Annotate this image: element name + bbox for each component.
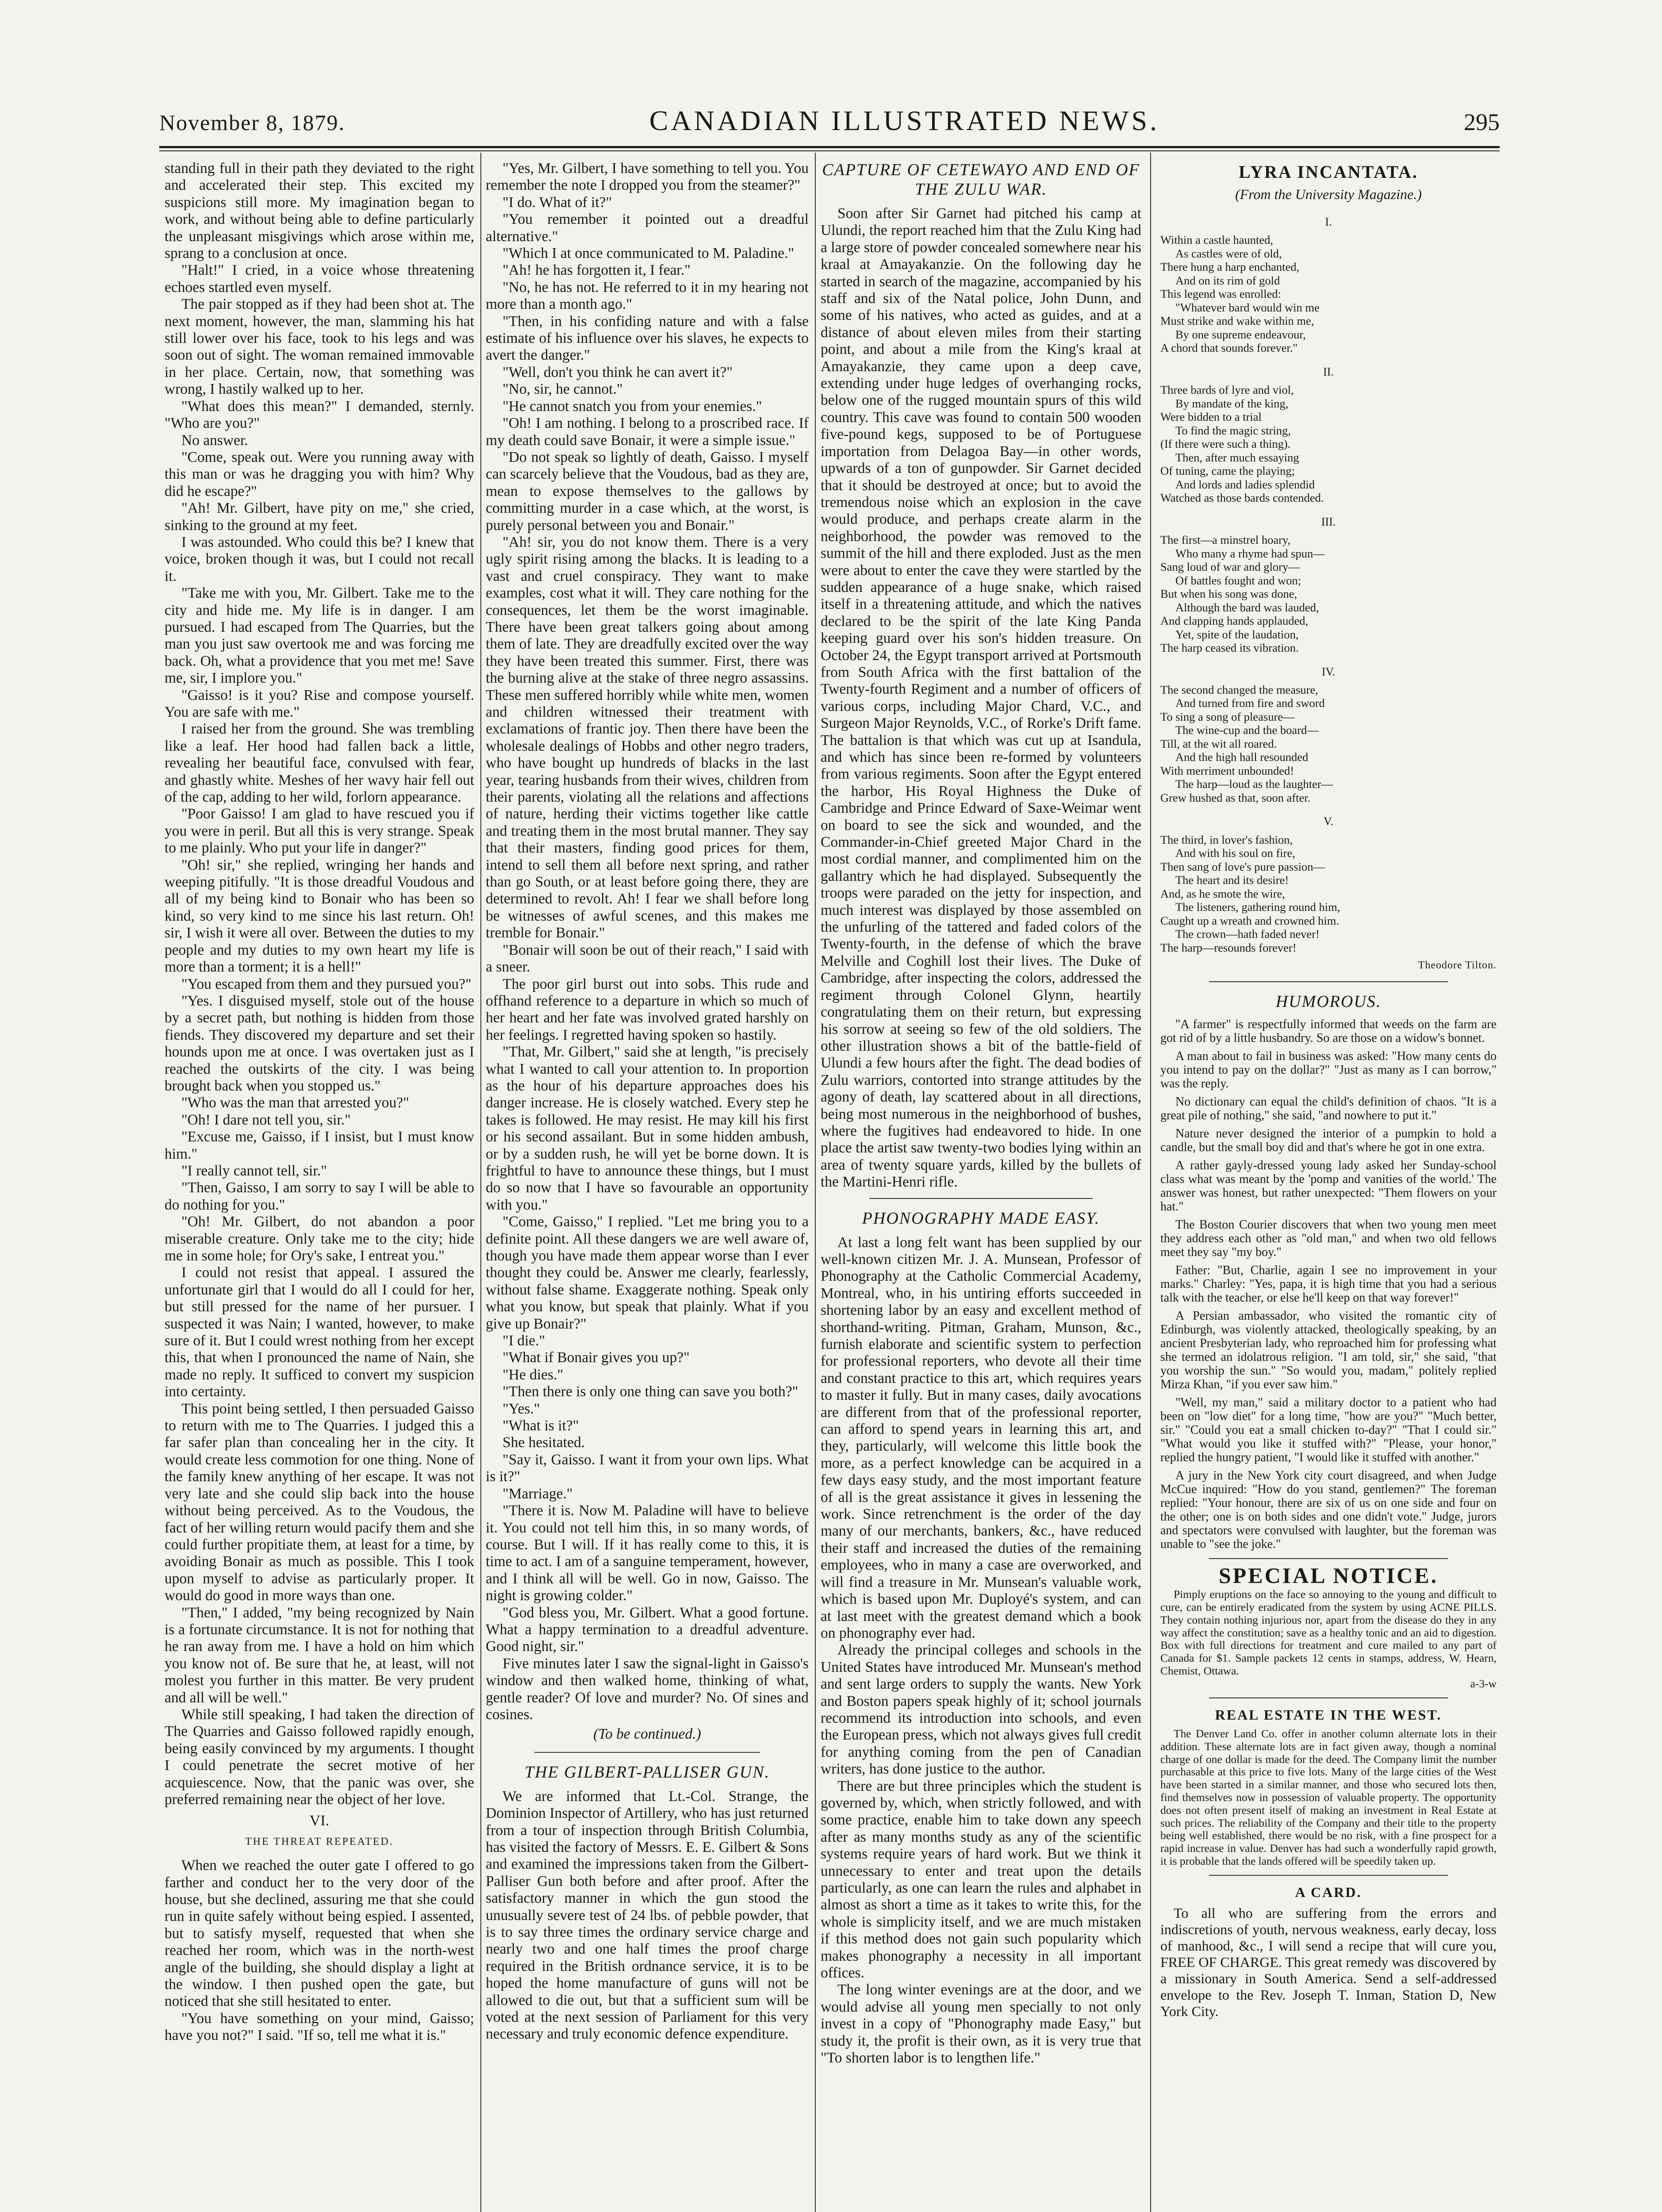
paragraph: "Say it, Gaisso. I want it from your own lips. What is it?" [486, 1451, 809, 1485]
humorous-item: A rather gayly-dressed young lady asked her Sunday-school class what was meant by the 'pomp and vanities of the world.' The answer was honest, but rather unexpected: "Them flowers on your hat." [1160, 1158, 1497, 1214]
paragraph: "No, he has not. He referred to it in my hearing not more than a month ago." [486, 279, 809, 313]
poem-line: (If there were such a thing). [1160, 437, 1291, 451]
paragraph: "Yes, Mr. Gilbert, I have something to tell you. You remember the note I dropped you from the steamer?" [486, 160, 809, 194]
masthead [159, 104, 1500, 144]
paragraph: standing full in their path they deviated to the right and accelerated their step. This excited my suspicions still more. My imagination began to work, and without being able to define particularly the unpleasant misgivings which arose within me, sprang to a conclusion at once. [165, 160, 474, 262]
to-be-continued: (To be continued.) [593, 1726, 701, 1743]
poem-line: The harp—loud as the laughter— [1175, 777, 1333, 791]
phonography-article-title: PHONOGRAPHY MADE EASY. [862, 1209, 1100, 1228]
paragraph: "Ah! sir, you do not know them. There is a very ugly spirit rising among the blacks. It is leading to a vast and cruel conspiracy. They want to make examples, cost what it will. They care nothing for the consequences, let them be the worst imaginable. There have been great talkers going about among them of late. They are dreadfully excited over the way they have been treated this summer. First, there was the burning alive at the stake of three negro assassins. These men suffered horribly while white men, women and children witnessed their treatment with exclamations of frantic joy. Then there have been the wholesale dealings of Hobbs and other negro traders, who have bought up hundreds of blacks in the last year, tearing husbands from their wives, children from their parents, violating all the relations and affections of nature, herding their victims together like cattle and treating them in the most brutal manner. They say that their masters, finding good prices for them, intend to sell them all before next spring, and rather than go South, or at least before going there, they are determined to revolt. Ah! I fear we shall before long be witnesses of awful scenes, and this makes me tremble for Bonair." [486, 534, 809, 941]
gun-article-body [486, 1788, 809, 2043]
stanza-number: I. [1325, 215, 1332, 228]
paragraph: No answer. [181, 432, 248, 449]
section-separator [1209, 981, 1448, 982]
poem-line: The first—a minstrel hoary, [1160, 533, 1291, 547]
poem-line: Who many a rhyme had spun— [1175, 546, 1325, 560]
paragraph: "Then, in his confiding nature and with a false estimate of his influence over his slaves, he expects to avert the danger." [486, 313, 809, 364]
poem-line: Of battles fought and won; [1175, 573, 1301, 587]
card-text: To all who are suffering from the errors and indiscretions of youth, nervous weakness, early decay, loss of manhood, &c., I will send a recipe that will cure you, FREE OF CHARGE. This great remedy was discovered by a missionary in South America. Send a self-addressed envelope to the Rev. Joseph T. Inman, Station D, New York City. [1160, 1905, 1497, 2020]
stanza-number: V. [1324, 815, 1333, 828]
chapter-number: VI. [309, 1813, 330, 1829]
poem-line: To find the magic string, [1175, 423, 1291, 437]
poem-line: As castles were of old, [1175, 246, 1282, 260]
paragraph: "Then there is only one thing can save you both?" [503, 1383, 798, 1400]
poem-line: This legend was enrolled: [1160, 287, 1282, 301]
paragraph: "Ah! Mr. Gilbert, have pity on me," she cried, sinking to the ground at my feet. [165, 500, 474, 534]
stanza-number: II. [1323, 365, 1334, 378]
poem-line: Of tuning, came the playing; [1160, 464, 1295, 478]
column-3 [821, 160, 1141, 2212]
poem-line: Grew hushed as that, soon after. [1160, 791, 1311, 804]
story-body-2 [165, 1857, 474, 2044]
paragraph: "Then, Gaisso, I am sorry to say I will be able to do nothing for you." [165, 1179, 474, 1213]
paragraph: I could not resist that appeal. I assured the unfortunate girl that I would do all I could for her, but still pressed for the name of her pursuer. I suspected it was Nain; I wanted, however, to make sure of it. But I could wrest nothing from her except this, that when I pronounced the name of Nain, she made no reply. It sufficed to convert my suspicion into certainty. [165, 1264, 474, 1400]
stanza [1160, 833, 1497, 955]
poem-line: The harp ceased its vibration. [1160, 641, 1299, 655]
column-4 [1160, 160, 1497, 2212]
poem-line: But when his song was done, [1160, 587, 1297, 601]
notice-code: a-3-w [1470, 1677, 1497, 1690]
poem-line: The heart and its desire! [1175, 873, 1289, 887]
paragraph: "Oh! I am nothing. I belong to a proscribed race. If my death could save Bonair, it were a simple issue." [486, 415, 809, 449]
poem-line: To sing a song of pleasure— [1160, 710, 1295, 723]
paragraph: This point being settled, I then persuaded Gaisso to return with me to The Quarries. I judged this a far safer plan than concealing her in the city. It would create less commotion for one thing. None of the family knew anything of her escape. It was not very late and she could slip back into the house without being perceived. As to the Voudous, the fact of her willing return would pacify them and she could further propitiate them, at least for a time, by avoiding Bonair as much as possible. This I took upon myself to advise as particularly proper. It would do good in more ways than one. [165, 1400, 474, 1604]
poem-line: And turned from fire and sword [1175, 696, 1325, 710]
paragraph: There are but three principles which the student is governed by, which, when strictly followed, and with some practice, enable him to take down any speech after as many months study as any of the scientific systems require years of hard work. But we think it unnecessary to enter and treat upon the details particularly, as one can learn the rules and alphabet in almost as short a time as it takes to write this, for the whole is simplicity itself, and we are much mistaken if this method does not gain such popularity which makes phonography a necessity in all important offices. [821, 1778, 1141, 1982]
phonography-article-body [821, 1234, 1141, 2067]
card-body [1160, 1905, 1497, 2020]
paragraph: "Come, Gaisso," I replied. "Let me bring you to a definite point. All these dangers we are well aware of, though you have made them appear worse than I ever thought they could be. Answer me clearly, fearlessly, without false shame. Exaggerate nothing. Speak only what you know, but speak that plainly. What if you give up Bonair?" [486, 1214, 809, 1332]
humorous-item: No dictionary can equal the child's definition of chaos. "It is a great pile of nothing," she said, "and nowhere to put it." [1160, 1094, 1497, 1122]
paragraph: She hesitated. [503, 1434, 585, 1451]
poem-title: LYRA INCANTATA. [1239, 162, 1418, 182]
column-divider [480, 153, 481, 2212]
paragraph: "I really cannot tell, sir." [181, 1162, 327, 1179]
paragraph: "Marriage." [503, 1485, 573, 1502]
poem-line: By one supreme endeavour, [1175, 327, 1306, 341]
paragraph: "There it is. Now M. Paladine will have to believe it. You could not tell him this, in so many words, of course. But I will. If it has really come to this, it is time to act. I am of a sanguine temperament, however, and I think all will be well. Go in now, Gaisso. The night is growing colder." [486, 1502, 809, 1604]
poem-line: Sang loud of war and glory— [1160, 560, 1300, 574]
poem-line: The harp—resounds forever! [1160, 941, 1297, 954]
humorous-item: A man about to fail in business was asked: "How many cents do you intend to pay on the dollar?" "Just as many as I can borrow," was the reply. [1160, 1049, 1497, 1091]
paragraph: "You escaped from them and they pursued you?" [181, 975, 472, 992]
poem-line: And with his soul on fire, [1175, 846, 1295, 860]
paragraph: "Gaisso! is it you? Rise and compose yourself. You are safe with me." [165, 687, 474, 720]
paragraph: "Ah! he has forgotten it, I fear." [503, 262, 691, 279]
paragraph: "Bonair will soon be out of their reach," I said with a sneer. [486, 941, 809, 975]
poem-line: Within a castle haunted, [1160, 233, 1274, 247]
humorous-item: The Boston Courier discovers that when two young men meet they address each other as "old man," and when two old fellows meet they say "my boy." [1160, 1217, 1497, 1259]
special-notice-body [1160, 1588, 1497, 1690]
issue-date: November 8, 1879. [159, 110, 345, 135]
zulu-article-title: CAPTURE OF CETEWAYO AND END OF THE ZULU WAR. [822, 161, 1140, 199]
paragraph: "No, sir, he cannot." [503, 381, 623, 398]
stanza [1160, 683, 1497, 805]
poem-line: Although the bard was lauded, [1175, 600, 1319, 614]
masthead-rule-thin [159, 150, 1500, 151]
paragraph: "Halt!" I cried, in a voice whose threatening echoes startled even myself. [165, 262, 474, 296]
column-1 [165, 160, 474, 2212]
poem-line: Yet, spite of the laudation, [1175, 627, 1299, 641]
paragraph: "Yes. I disguised myself, stole out of the house by a secret path, but nothing is hidden from those fiends. They discovered my departure and set their hounds upon me at once. I was overtaken just as I reached the outskirts of the city. I was being brought back when you stopped us." [165, 992, 474, 1094]
real-estate-title: REAL ESTATE IN THE WEST. [1215, 1706, 1442, 1723]
real-estate-text: The Denver Land Co. offer in another column alternate lots in their addition. These alternate lots are in fact given away, though a nominal charge of one dollar is made for the deed. The Company limit the number purchasable at this price to five lots. Many of the large cities of the West have been started in a similar manner, and those who secured lots then, find themselves now in possession of valuable property. The opportunity does not often present itself of making an investment in Real Estate at such prices. The reliability of the Company and their title to the property being well established, there would be no risk, with a fine prospect for a rapid increase in value. Denver has had such a wonderfully rapid growth, it is probable that the lands offered will be speedily taken up. [1160, 1727, 1497, 1867]
humorous-item: Father: "But, Charlie, again I see no improvement in your marks." Charley: "Yes, papa, it is high time that you had a serious talk with the teacher, or else he'll keep on that way forever!" [1160, 1263, 1497, 1305]
poem-line: Three bards of lyre and viol, [1160, 383, 1294, 397]
poem-line: Must strike and wake within me, [1160, 314, 1314, 328]
article-separator [534, 1752, 760, 1753]
humorous-title: HUMOROUS. [1275, 992, 1382, 1011]
poem-line: And the high hall resounded [1175, 750, 1309, 764]
paragraph: "Then," I added, "my being recognized by Nain is a fortunate circumstance. It is not for nothing that he ran away from me. I have a hold on him which you know not of. Be sure that he, at least, will not molest you further in this matter. Be very prudent and all will be well." [165, 1604, 474, 1706]
poem-line: Then sang of love's pure passion— [1160, 860, 1325, 873]
paragraph: While still speaking, I had taken the direction of The Quarries and Gaisso followed rapidly enough, being easily convinced by my arguments. I thought I could penetrate the secret motive of her acquiescence. Now, that the panic was over, she preferred remaining near the object of her love. [165, 1706, 474, 1808]
stanza [1160, 233, 1497, 355]
poem-line: With merriment unbounded! [1160, 764, 1294, 777]
paragraph: "Come, speak out. Were you running away with this man or was he dragging you with him? Why did he escape?" [165, 449, 474, 499]
paragraph: We are informed that Lt.-Col. Strange, the Dominion Inspector of Artillery, who has just returned from a tour of inspection through British Columbia, has visited the factory of Messrs. E. E. Gilbert & Sons and examined the impressions taken from the Gilbert-Palliser Gun both before and after proof. After the satisfactory manner in which the gun stood the unusually severe test of 24 lbs. of pebble powder, that is to say three times the ordinary service charge and nearly two and one half times the proof charge required in the British ordnance service, it is to be hoped the home manufacture of guns will not be allowed to die out, but that a sufficient sum will be voted at the next session of Parliament for this very necessary and truly economic defence expenditure. [486, 1788, 809, 2043]
column-2 [486, 160, 809, 2212]
humorous-items [1160, 1018, 1497, 1551]
paragraph: Soon after Sir Garnet had pitched his camp at Ulundi, the report reached him that the Zulu King had a large store of powder concealed somewhere near his kraal at Amayakanzie. On the following day he started in search of the magazine, accompanied by his staff and six of the Natal police, John Dunn, and some of his natives, who acted as guides, and at a distance of about eleven miles from their starting point, and about a mile from the King's kraal at Amayakanzie, they came upon a deep cave, extending under huge ledges of overhanging rocks, below one of the rugged mountain spurs of this wild country. This cave was found to contain 500 wooden five-pound kegs, supposed to be of Portuguese importation from Delagoa Bay—in other words, upwards of a ton of gunpowder. Sir Garnet decided that it should be destroyed at once; but to avoid the tremendous noise which an explosion in the cave would produce, and perhaps create alarm in the neighborhood, the powder was removed to the summit of the hill and there exploded. Just as the men were about to enter the cave they were startled by the sudden appearance of a huge snake, which raised itself in a threatening attitude, and which the natives declared to be the spirit of the late King Panda keeping guard over his son's hidden treasure. On October 24, the Egypt transport arrived at Portsmouth from South Africa with the first battalion of the Twenty-fourth Regiment and a number of officers of various corps, including Major Chard, V.C., and Surgeon Major Reynolds, V.C., of Rorke's Drift fame. The battalion is that which was cut up at Isandula, and which has since been re-formed by volunteers from various regiments. Soon after the Egypt entered the harbor, His Royal Highness the Duke of Cambridge and Prince Edward of Saxe-Weimar went on board to see the sick and wounded, and the Commander-in-Chief greeted Major Chard in the most cordial manner, and complimented him on the gallantry which he had displayed. Subsequently the troops were paraded on the jetty for inspection, and much interest was displayed by those assembled on the unfurling of the tattered and faded colors of the Twenty-fourth, in the defense of which the brave Melville and Coghill lost their lives. The Duke of Cambridge, after inspecting the colors, addressed the regiment through Colonel Glynn, heartily congratulating them on their return, but expressing his sorrow at seeing so few of the old soldiers. The other illustration shows a bit of the battle-field of Ulundi a few hours after the fight. The dead bodies of Zulu warriors, contorted into strange attitudes by the agony of death, lay scattered about in all directions, being most numerous in the neighborhood of bushes, where the fugitives had endeavored to hide. In one place the artist saw twenty-two bodies lying within an area of twenty square yards, killed by the bullets of the Martini-Henri rifle. [821, 205, 1141, 1190]
poem-line: Till, at the wit all roared. [1160, 737, 1277, 750]
section-separator [1209, 1697, 1448, 1698]
poem-source: (From the University Magazine.) [1235, 186, 1422, 203]
special-notice-text: Pimply eruptions on the face so annoying to the young and difficult to cure, can be entirely eradicated from the system by using ACNE PILLS. They contain nothing injurious nor, apart from the disease do they in any way affect the constitution; save as a healthy tonic and an aid to digestion. Box with full directions for treatment and cure mailed to any part of Canada for $1. Sample packets 12 cents in stamps, address, W. Hearn, Chemist, Ottawa. [1160, 1588, 1497, 1677]
paragraph: "I do. What of it?" [503, 194, 612, 211]
paragraph: The long winter evenings are at the door, and we would advise all young men specially to not only invest in a copy of "Phonography made Easy," but study it, the profit is their own, as it is very true that "To shorten labor is to lengthen life." [821, 1982, 1141, 2066]
poem-author: Theodore Tilton. [1418, 960, 1497, 972]
poem-line: And on its rim of gold [1175, 273, 1280, 287]
paragraph: "What is it?" [503, 1417, 579, 1434]
poem-line: The wine-cup and the board— [1175, 723, 1319, 737]
paragraph: The poor girl burst out into sobs. This rude and offhand reference to a departure in which so much of her heart and her fate was involved grated harshly on her feelings. I regretted having spoken so hastily. [486, 975, 809, 1043]
zulu-article-body [821, 205, 1141, 1191]
poem-line: "Whatever bard would win me [1175, 300, 1320, 314]
poem-line: The listeners, gathering round him, [1175, 900, 1340, 914]
humorous-item: "A farmer" is respectfully informed that weeds on the farm are got rid of by a little husbandry. So are those on a widow's bonnet. [1160, 1017, 1497, 1045]
paragraph: "Excuse me, Gaisso, if I insist, but I must know him." [165, 1129, 474, 1162]
paragraph: "You have something on your mind, Gaisso; have you not?" I said. "If so, tell me what it is." [165, 2010, 474, 2044]
paragraph: At last a long felt want has been supplied by our well-known citizen Mr. J. A. Munsean, Professor of Phonography at the Catholic Commercial Academy, Montreal, who, in his untiring efforts succeeded in shortening labor by an easy and excellent method of shorthand-writing. Pitman, Graham, Munson, &c., furnish elaborate and scientific system to perfection for professional reporters, who devote all their time and constant practice to this art, which requires years to master it fully. But in many cases, daily avocations are different from that of the professional reporter, can afford to spend years in learning this art, and they, particularly, will welcome this little book the more, as a perfect knowledge can be acquired in a few days easy study, and the most important feature of all is the great assistance it gives in lessening the work. Since retrenchment is the order of the day many of our merchants, bankers, &c., have reduced their staff and increased the duties of the remaining employees, who in many a case are overworked, and will find a treasure in Mr. Munsean's valuable work, which is based upon Mr. Duployé's system, and can at last meet with the greatest demand which a book on phonography ever had. [821, 1234, 1141, 1641]
paragraph: I raised her from the ground. She was trembling like a leaf. Her hood had fallen back a little, revealing her beautiful face, convulsed with fear, and ghastly white. Meshes of her wavy hair fell out of the cap, adding to her wild, forlorn appearance. [165, 721, 474, 806]
poem-line: The second changed the measure, [1160, 683, 1318, 696]
poem-line: By mandate of the king, [1175, 396, 1289, 410]
poem-line: And lords and ladies splendid [1175, 477, 1315, 491]
column-divider [1150, 153, 1151, 2212]
paragraph: "Do not speak so lightly of death, Gaisso. I myself can scarcely believe that the Voudous, bad as they are, mean to expose themselves to the gallows by committing murder in a case which, at the worst, is purely personal between you and Bonair." [486, 449, 809, 534]
stanza-number: III. [1321, 515, 1336, 528]
paragraph: "I die." [503, 1333, 545, 1349]
paragraph: "What does this mean?" I demanded, sternly. "Who are you?" [165, 398, 474, 432]
paragraph: "That, Mr. Gilbert," said she at length, "is precisely what I wanted to call your attention to. In proportion as the hour of his departure approaches does his danger increase. He is closely watched. Every step he takes is followed. He may resist. He may kill his first or his second assailant. But in some hidden ambush, or by a sudden rush, he will yet be borne down. It is frightful to have to announce these things, but I must do so now that I have so favourable an opportunity with you." [486, 1044, 809, 1213]
column-divider [815, 153, 816, 2212]
paragraph: "God bless you, Mr. Gilbert. What a good fortune. What a happy termination to a dreadful adventure. Good night, sir." [486, 1604, 809, 1655]
stanza [1160, 533, 1497, 655]
poem-line: A chord that sounds forever." [1160, 341, 1298, 355]
section-separator [1209, 1558, 1448, 1559]
paragraph: "Who was the man that arrested you?" [181, 1094, 409, 1111]
paragraph: "Take me with you, Mr. Gilbert. Take me to the city and hide me. My life is in danger. I am pursued. I had escaped from The Quarries, but the man you just saw overtook me and was forcing me back. Oh, what a providence that you met me! Save me, sir, I implore you." [165, 585, 474, 687]
poem-line: And, as he smote the wire, [1160, 887, 1285, 900]
paragraph: "Which I at once communicated to M. Paladine." [503, 245, 794, 262]
special-notice-title: SPECIAL NOTICE. [1218, 1563, 1439, 1588]
chapter-title: THE THREAT REPEATED. [245, 1836, 394, 1847]
section-separator [1209, 1875, 1448, 1876]
poem-body [1160, 214, 1497, 955]
paragraph: "He cannot snatch you from your enemies." [503, 398, 762, 415]
newspaper-title: CANADIAN ILLUSTRATED NEWS. [649, 105, 1160, 136]
poem-line: Caught up a wreath and crowned him. [1160, 914, 1340, 927]
poem-line: Then, after much essaying [1175, 450, 1299, 464]
poem-line: And clapping hands applauded, [1160, 614, 1309, 628]
paragraph: When we reached the outer gate I offered to go farther and conduct her to the very door of the house, but she declined, assuring me that she could run in quite safely without being espied. I assented, but to satisfy myself, requested that when she reached her room, which was in the north-west angle of the building, she should display a light at the window. I then pushed open the gate, but noticed that she still hesitated to enter. [165, 1857, 474, 2010]
paragraph: "Oh! Mr. Gilbert, do not abandon a poor miserable creature. Only take me to the city; hide me in some hole; for Ory's sake, I entreat you." [165, 1214, 474, 1264]
masthead-rule [159, 146, 1500, 148]
paragraph: I was astounded. Who could this be? I knew that voice, broken though it was, but I could not recall it. [165, 534, 474, 584]
paragraph: "Oh! sir," she replied, wringing her hands and weeping pitifully. "It is those dreadful Voudous and all of my being kind to Bonair who has been so kind, so very kind to me since his last return. Oh! sir, I wish it were all over. Between the duties to my people and my duties to my own heart my life is more than a torment; it is a hell!" [165, 856, 474, 975]
humorous-item: Nature never designed the interior of a pumpkin to hold a candle, but the small boy did and that's where he got in one extra. [1160, 1126, 1497, 1154]
story-body-1 [165, 160, 474, 1808]
stanza-number: IV. [1321, 665, 1336, 678]
poem-line: There hung a harp enchanted, [1160, 260, 1300, 274]
card-title: A CARD. [1295, 1884, 1362, 1900]
paragraph: "Well, don't you think he can avert it?" [503, 364, 733, 380]
paragraph: The pair stopped as if they had been shot at. The next moment, however, the man, slamming his hat still lower over his face, took to his legs and was soon out of sight. The woman remained immovable in her place. Certain, now, that something was wrong, I hastily walked up to her. [165, 296, 474, 398]
paragraph: Already the principal colleges and schools in the United States have introduced Mr. Munsean's method and sent large orders to supply the wants. New York and Boston papers speak highly of it; school journals recommend its introduction into schools, and even the European press, which not always gives full credit for anything coming from the pen of Canadian writers, has done justice to the author. [821, 1642, 1141, 1778]
article-separator [869, 1198, 1093, 1199]
poem-line: The crown—hath faded never! [1175, 927, 1320, 941]
humorous-item: A jury in the New York city court disagreed, and when Judge McCue inquired: "How do you stand, gentlemen?" The foreman replied: "Your honour, there are six of us on one side and four on the other; one is on both sides and one didn't vote." Judge, jurors and spectators were convulsed with laughter, but the foreman was unable to "see the joke." [1160, 1468, 1497, 1551]
paragraph: "You remember it pointed out a dreadful alternative." [486, 211, 809, 245]
humorous-item: A Persian ambassador, who visited the romantic city of Edinburgh, was violently attacked, theologically speaking, by an ancient Presbyterian lady, who reproached him for professing what she termed an idolatrous religion. "I am told, sir," she said, "that you worship the sun." "So would you, madam," politely replied Mirza Khan, "if you ever saw him." [1160, 1309, 1497, 1391]
poem-line: Watched as those bards contended. [1160, 491, 1324, 505]
paragraph: "Oh! I dare not tell you, sir." [181, 1111, 351, 1128]
paragraph: "Poor Gaisso! I am glad to have rescued you if you were in peril. But all this is very strange. Speak to me plainly. Who put your life in danger?" [165, 806, 474, 856]
gun-article-title: THE GILBERT-PALLISER GUN. [524, 1763, 770, 1782]
page-number: 295 [1463, 109, 1500, 135]
paragraph: "What if Bonair gives you up?" [503, 1349, 690, 1366]
story-continuation [486, 160, 809, 1723]
paragraph: "Yes." [503, 1400, 540, 1417]
humorous-item: "Well, my man," said a military doctor to a patient who had been on "low diet" for a long time, "how are you?" "Much better, sir." "Could you eat a small chicken to-day?" "That I could sir." "What would you like it stuffed with?" "Please, your honor," replied the hungry patient, "I would like it stuffed with another." [1160, 1395, 1497, 1464]
poem-line: The third, in lover's fashion, [1160, 833, 1293, 846]
paragraph: Five minutes later I saw the signal-light in Gaisso's window and then walked home, thinking of what, gentle reader? Of love and murder? No. Of sines and cosines. [486, 1655, 809, 1723]
real-estate-body [1160, 1728, 1497, 1868]
poem-line: Were bidden to a trial [1160, 410, 1262, 424]
stanza [1160, 383, 1497, 505]
paragraph: "He dies." [503, 1366, 564, 1383]
